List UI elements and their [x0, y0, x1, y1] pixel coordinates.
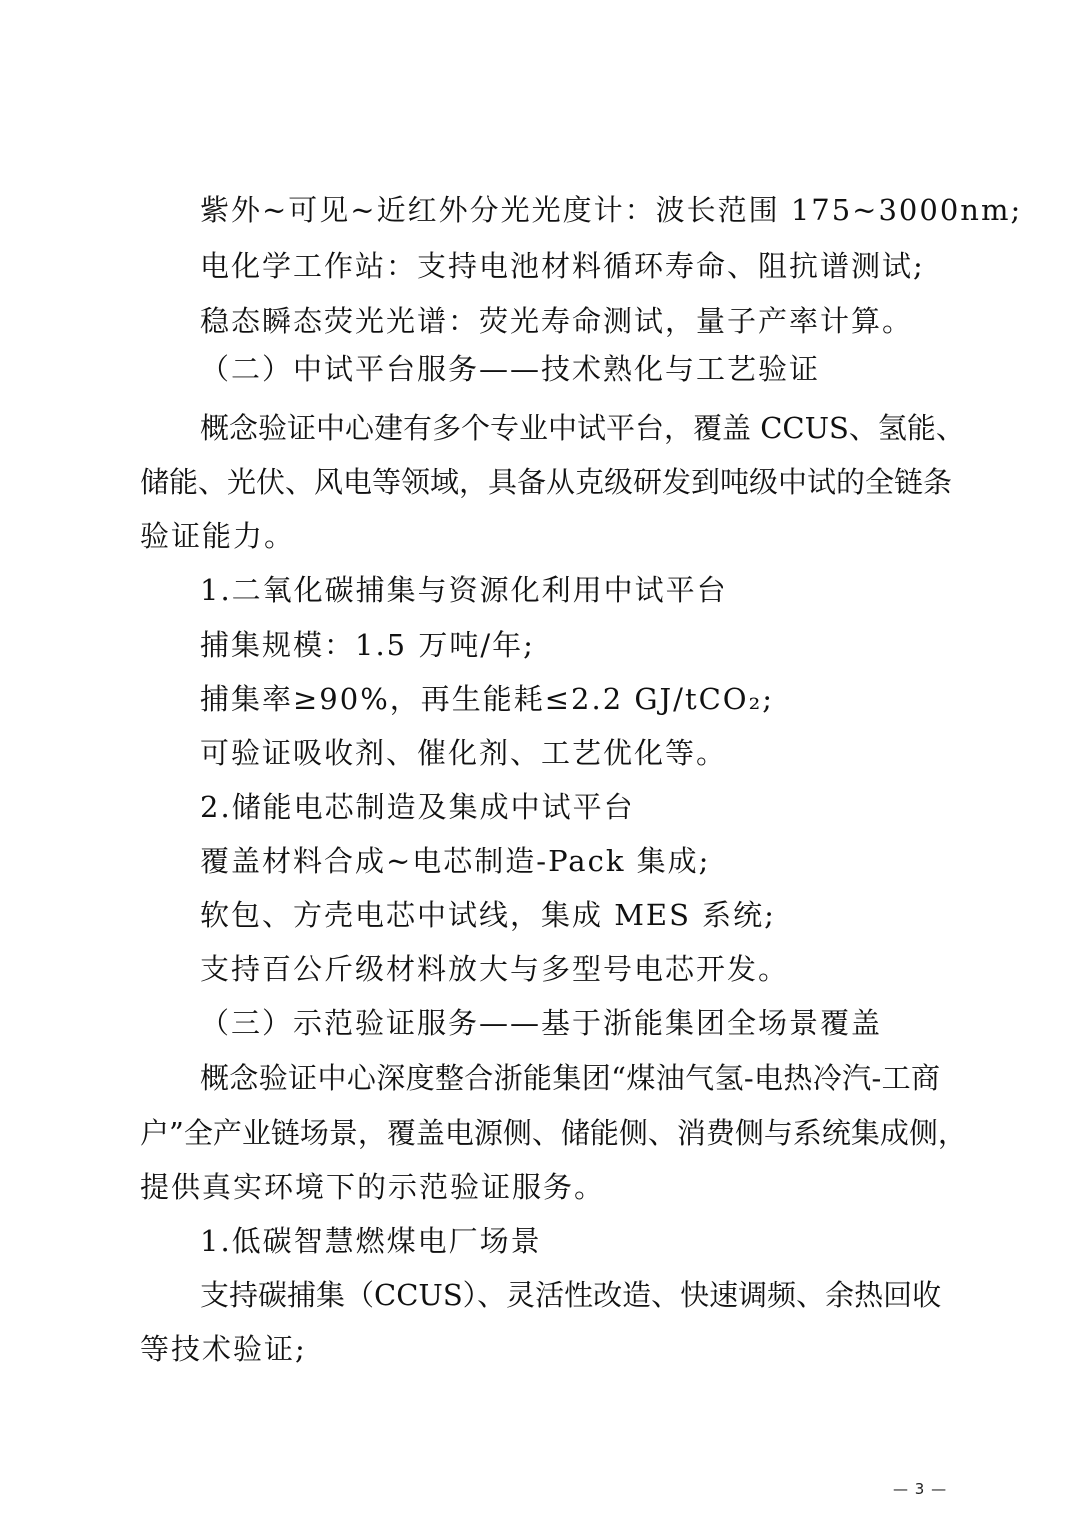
co2-capture-rate-line: 捕集率≥90%，再生能耗≤2.2 GJ/tCO₂;	[200, 682, 774, 716]
paragraph-demonstration-line-1: 概念验证中心深度整合浙能集团“煤油气氢-电热冷汽-工商	[200, 1061, 940, 1095]
paragraph-pilot-intro-line-3: 验证能力。	[140, 519, 296, 553]
paragraph-demonstration-line-2: 户”全产业链场景，覆盖电源侧、储能侧、消费侧与系统集成侧，	[140, 1116, 967, 1150]
paragraph-pilot-intro-line-2: 储能、光伏、风电等领域，具备从克级研发到吨级中试的全链条	[140, 465, 953, 499]
battery-cell-pilot-line: 软包、方壳电芯中试线，集成 MES 系统;	[200, 898, 776, 932]
section-heading-demonstration: （三）示范验证服务——基于浙能集团全场景覆盖	[200, 1006, 883, 1040]
subheading-battery-cell-platform: 2.储能电芯制造及集成中试平台	[200, 790, 635, 824]
co2-capture-verification-line: 可验证吸收剂、催化剂、工艺优化等。	[200, 736, 728, 770]
battery-cell-coverage-line: 覆盖材料合成~电芯制造-Pack 集成;	[200, 844, 711, 878]
subheading-coal-power-scenario: 1.低碳智慧燃煤电厂场景	[200, 1224, 542, 1258]
paragraph-pilot-intro-line-1: 概念验证中心建有多个专业中试平台，覆盖 CCUS、氢能、	[200, 411, 965, 445]
electrochemical-workstation-line: 电化学工作站：支持电池材料循环寿命、阻抗谱测试;	[200, 249, 925, 283]
page-number: — 3 —	[893, 1480, 948, 1498]
subheading-co2-capture-platform: 1.二氧化碳捕集与资源化利用中试平台	[200, 573, 728, 607]
fluorescence-spectrum-line: 稳态瞬态荧光光谱：荧光寿命测试，量子产率计算。	[200, 304, 914, 338]
coal-power-support-line-1: 支持碳捕集（CCUS）、灵活性改造、快速调频、余热回收	[200, 1278, 942, 1312]
battery-cell-support-line: 支持百公斤级材料放大与多型号电芯开发。	[200, 952, 790, 986]
co2-capture-scale-line: 捕集规模：1.5 万吨/年;	[200, 628, 535, 662]
spectrophotometer-line: 紫外~可见~近红外分光光度计：波长范围 175~3000nm;	[200, 193, 1023, 227]
coal-power-support-line-2: 等技术验证;	[140, 1332, 307, 1366]
paragraph-demonstration-line-3: 提供真实环境下的示范验证服务。	[140, 1170, 606, 1204]
section-heading-pilot-platform: （二）中试平台服务——技术熟化与工艺验证	[200, 352, 821, 386]
